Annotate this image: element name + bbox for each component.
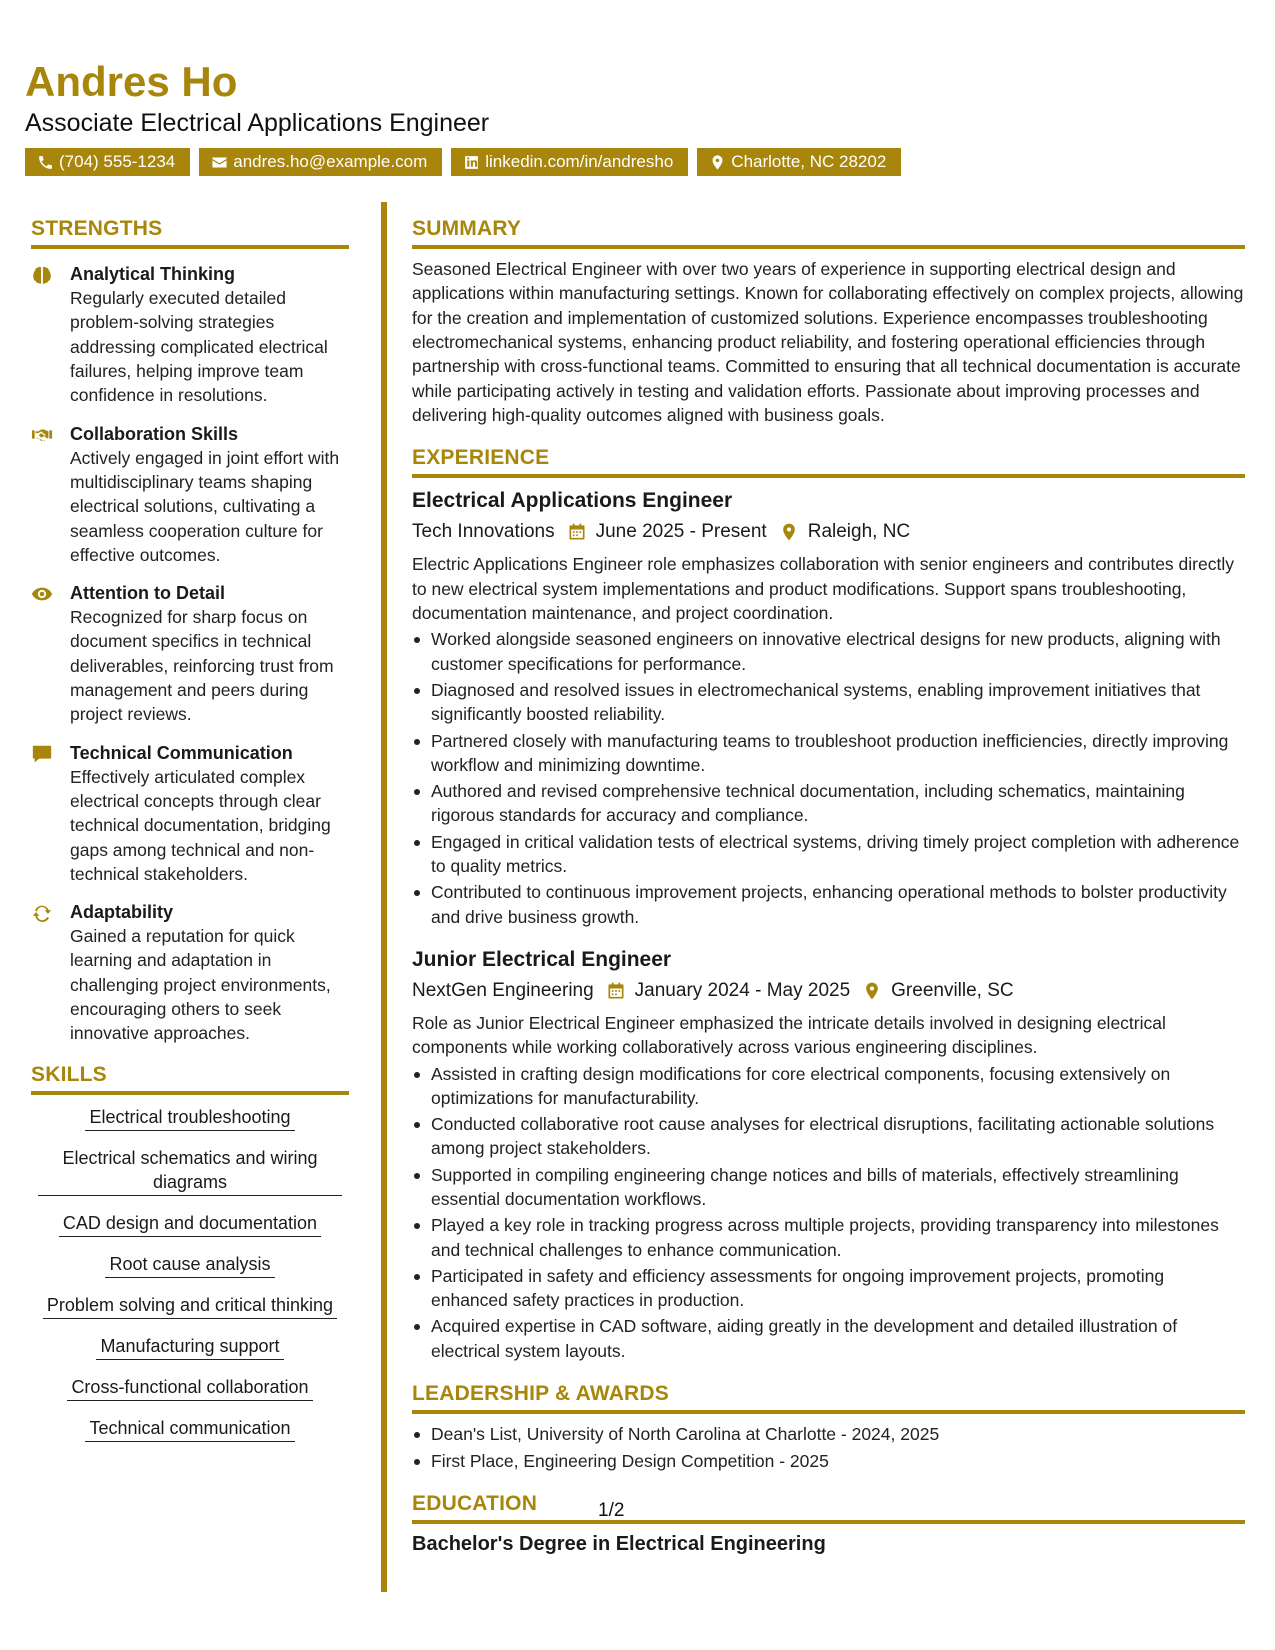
job-dates: June 2025 - Present	[595, 521, 767, 543]
skill-item: Manufacturing support	[96, 1334, 283, 1360]
strength-desc: Regularly executed detailed problem-solving strategies addressing complicated electrical failures, helping improve team confidence in resolutions.	[70, 288, 328, 406]
skills-section	[31, 1062, 349, 1442]
strength-title: Collaboration Skills	[70, 423, 239, 444]
envelope-icon	[211, 154, 228, 171]
column-divider	[381, 202, 387, 1592]
skill-item: Root cause analysis	[105, 1252, 274, 1278]
phone-icon	[37, 154, 54, 171]
job-bullet: Authored and revised comprehensive technical documentation, including schematics, maintaining rigorous standards for accuracy and compliance.	[412, 779, 1245, 828]
skill-item: Electrical troubleshooting	[85, 1105, 294, 1131]
skills-heading: SKILLS	[31, 1062, 349, 1095]
skill-item: Cross-functional collaboration	[67, 1375, 312, 1401]
job-bullet: Partnered closely with manufacturing teams to troubleshoot production inefficiencies, directly improving workflow and minimizing downtime.	[412, 729, 1245, 778]
job-bullet: Played a key role in tracking progress across multiple projects, providing transparency into milestones and technical challenges to enhance communication.	[412, 1213, 1245, 1262]
strength-title: Technical Communication	[70, 742, 293, 763]
left-column	[31, 216, 349, 1442]
award-item: Dean's List, University of North Carolina at Charlotte - 2024, 2025	[412, 1422, 1245, 1446]
job-description: Role as Junior Electrical Engineer emphasized the intricate details involved in designing electrical components while working collaboratively across various engineering disciplines.	[412, 1012, 1166, 1058]
skill-item: Technical communication	[85, 1416, 294, 1442]
job-bullets	[412, 627, 1245, 929]
phone-text: (704) 555-1234	[59, 152, 176, 172]
award-item: First Place, Engineering Design Competition - 2025	[412, 1449, 1245, 1473]
skill-item: Electrical schematics and wiring diagrams	[38, 1146, 342, 1196]
job-bullet: Diagnosed and resolved issues in electromechanical systems, enabling improvement initiatives that significantly boosted reliability.	[412, 678, 1245, 727]
strength-desc: Effectively articulated complex electrical concepts through clear technical documentation, bridging gaps among technical and non-technical stakeholders.	[70, 766, 331, 884]
job-location: Raleigh, NC	[807, 521, 911, 543]
strength-desc: Gained a reputation for quick learning and adaptation in challenging project environments, encouraging others to seek innovative approaches.	[70, 926, 331, 1044]
job-description: Electric Applications Engineer role emphasizes collaboration with senior engineers and contributes directly to new electrical system implementations and product modifications. Support spans troubleshooting, documentation maintenance, and project coordination.	[412, 554, 1234, 624]
strength-item	[31, 422, 349, 567]
candidate-title: Associate Electrical Applications Engineer	[25, 109, 490, 138]
calendar-icon	[606, 981, 626, 1001]
refresh-icon	[31, 902, 53, 924]
job-company: NextGen Engineering	[412, 979, 594, 1001]
job-dates: January 2024 - May 2025	[634, 979, 851, 1001]
contact-linkedin[interactable]	[451, 148, 688, 176]
strength-item	[31, 262, 349, 407]
job-entry	[412, 486, 1245, 928]
contact-bar	[25, 148, 1245, 176]
contact-email[interactable]	[199, 148, 442, 176]
job-bullets	[412, 1062, 1245, 1364]
brain-icon	[31, 264, 53, 286]
education-heading: EDUCATION	[412, 1491, 1245, 1524]
handshake-icon	[31, 424, 53, 446]
strength-desc: Recognized for sharp focus on document specifics in technical deliverables, reinforcing trust from management and peers during project reviews.	[70, 607, 334, 725]
eye-icon	[31, 583, 53, 605]
candidate-name: Andres Ho	[25, 58, 238, 105]
speech-bubble-icon	[31, 743, 53, 765]
job-bullet: Contributed to continuous improvement projects, enhancing operational methods to bolster productivity and drive business growth.	[412, 880, 1245, 929]
awards-heading: LEADERSHIP & AWARDS	[412, 1381, 1245, 1414]
job-bullet: Acquired expertise in CAD software, aiding greatly in the development and detailed illustration of electrical system layouts.	[412, 1314, 1245, 1363]
resume-header	[25, 58, 1245, 176]
awards-list	[412, 1422, 1245, 1473]
linkedin-text: linkedin.com/in/andresho	[485, 152, 674, 172]
strength-desc: Actively engaged in joint effort with multidisciplinary teams shaping electrical solutions, cultivating a seamless cooperation culture for effective outcomes.	[70, 447, 340, 565]
strength-title: Attention to Detail	[70, 583, 225, 604]
job-title: Junior Electrical Engineer	[412, 947, 672, 971]
strength-item	[31, 900, 349, 1045]
job-entry	[412, 945, 1245, 1363]
location-pin-icon	[779, 522, 799, 542]
contact-location	[697, 148, 901, 176]
education-degree: Bachelor's Degree in Electrical Engineering	[412, 1533, 826, 1556]
job-bullet: Assisted in crafting design modifications for core electrical components, focusing extensively on optimizations for manufacturability.	[412, 1062, 1245, 1111]
experience-heading: EXPERIENCE	[412, 445, 1245, 478]
job-bullet: Worked alongside seasoned engineers on innovative electrical designs for new products, aligning with customer specifications for performance.	[412, 627, 1245, 676]
strength-item	[31, 741, 349, 886]
skill-item: CAD design and documentation	[59, 1211, 321, 1237]
strengths-list	[31, 262, 349, 1045]
skills-list	[31, 1105, 349, 1442]
job-meta	[412, 977, 1245, 1005]
job-title: Electrical Applications Engineer	[412, 489, 733, 513]
email-text: andres.ho@example.com	[233, 152, 428, 172]
job-bullet: Conducted collaborative root cause analyses for electrical disruptions, facilitating actionable solutions among project stakeholders.	[412, 1112, 1245, 1161]
location-text: Charlotte, NC 28202	[731, 152, 887, 172]
contact-phone[interactable]	[25, 148, 190, 176]
job-meta	[412, 518, 1245, 546]
strengths-heading: STRENGTHS	[31, 216, 349, 249]
strength-title: Adaptability	[70, 902, 174, 923]
strength-title: Analytical Thinking	[70, 264, 236, 285]
right-column	[412, 216, 1245, 1558]
summary-heading: SUMMARY	[412, 216, 1245, 249]
job-bullet: Supported in compiling engineering change notices and bills of materials, effectively streamlining essential documentation workflows.	[412, 1163, 1245, 1212]
page-number: 1/2	[598, 1500, 625, 1521]
job-location: Greenville, SC	[891, 979, 1014, 1001]
job-company: Tech Innovations	[412, 521, 555, 543]
summary-text: Seasoned Electrical Engineer with over two years of experience in supporting electrical design and applications within manufacturing settings. Known for collaborating effectively on complex projects, allowing for the creation and implementation of customized solutions. Experience encompasses troubleshooting electromechanical systems, enhancing product reliability, and fostering operational efficiencies through partnership with cross-functional teams. Committed to ensuring that all technical documentation is accurate while participating actively in testing and validation efforts. Passionate about improving processes and delivering high-quality outcomes aligned with business goals.	[412, 259, 1244, 425]
location-pin-icon	[862, 981, 882, 1001]
location-pin-icon	[709, 154, 726, 171]
skill-item: Problem solving and critical thinking	[43, 1293, 337, 1319]
job-bullet: Engaged in critical validation tests of electrical systems, driving timely project completion with adherence to quality metrics.	[412, 830, 1245, 879]
linkedin-icon	[463, 154, 480, 171]
calendar-icon	[567, 522, 587, 542]
job-bullet: Participated in safety and efficiency assessments for ongoing improvement projects, promoting enhanced safety practices in production.	[412, 1264, 1245, 1313]
strength-item	[31, 581, 349, 726]
